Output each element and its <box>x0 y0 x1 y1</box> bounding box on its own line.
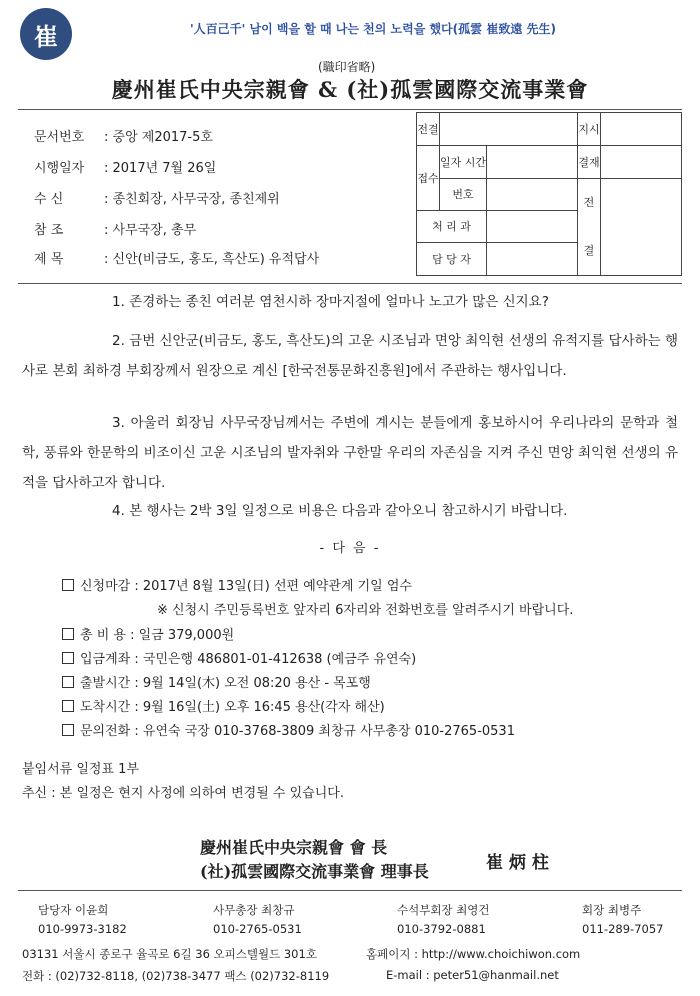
approval-cell-jeon-gyeol <box>578 179 601 276</box>
item-inquiry: 문의전화 : 유연숙 국장 010-3768-3809 최창규 사무총장 010-2765-0531 <box>62 720 515 739</box>
approval-cell-person-in-charge: 담 당 자 <box>417 243 487 276</box>
approval-cell-date-time: 일자 시간 <box>440 146 487 179</box>
approval-cell-jeopsu: 접수 <box>417 146 440 211</box>
meta-recipient: 수 신 : 종친회장, 사무국장, 종친제위 <box>34 192 280 207</box>
signer-name: 崔 炳 柱 <box>486 853 549 873</box>
contact-phone: 010-9973-3182 <box>38 922 127 936</box>
contact-role: 담당자 이윤희 <box>38 903 109 917</box>
checkbox-icon <box>62 676 74 688</box>
approval-cell-blank <box>601 146 682 179</box>
signature-block <box>200 836 429 884</box>
approval-cell-blank <box>487 146 578 179</box>
meta-document-number: 문서번호 : 중앙 제2017-5호 <box>34 130 213 145</box>
motto-text: '人百己千' 남이 백을 할 때 나는 천의 노력을 했다(孤雲 崔致遠 先生) <box>190 22 556 36</box>
footer-homepage[interactable]: 홈페이지 : http://www.choichiwon.com <box>366 947 581 961</box>
paragraph-1-text: 1. 존경하는 종친 여러분 염천시하 장마지절에 얼마나 노고가 많은 신지요? <box>112 294 549 310</box>
paragraph-3: 3. 아울러 회장님 사무국장님께서는 주변에 계시는 분들에게 홍보하시어 우리나라의 문학과 철학, 풍류와 한문학의 비조이신 고운 시조님의 발자취와 구한말 우리의 자존심을 지켜 주신 면앙 최익현 선생의 유적을 답사하고자 합니다. <box>22 415 678 491</box>
postscript-note: 추신 : 본 일정은 현지 사정에 의하여 변경될 수 있습니다. <box>22 786 344 801</box>
meta-reference: 참 조 : 사무국장, 총무 <box>34 223 197 238</box>
approval-cell-blank <box>487 210 578 243</box>
signature-line-1: 慶州崔氏中央宗親會 會 長 <box>200 838 388 857</box>
enumeration-heading: - 다 음 - <box>319 541 381 556</box>
contact-role: 회장 최병주 <box>582 903 642 917</box>
contact-president <box>582 902 663 936</box>
contact-staff <box>38 902 127 936</box>
footer-email[interactable]: E-mail : peter51@hanmail.net <box>386 968 559 982</box>
approval-cell-jeongyeol: 전결 <box>417 113 440 146</box>
item-departure: 출발시간 : 9월 14일(木) 오전 08:20 용산 - 목포행 <box>62 672 371 691</box>
footer-tel-fax: 전화 : (02)732-8118, (02)738-3477 팩스 (02)732-8119 <box>22 969 330 983</box>
approval-cell-blank <box>487 179 578 211</box>
paragraph-1 <box>22 287 678 317</box>
approval-cell-processing-dept: 처 리 과 <box>417 210 487 243</box>
approval-cell-jisi: 지시 <box>578 113 601 146</box>
divider <box>18 109 682 110</box>
approval-cell-gyeoljae: 결재 <box>578 146 601 179</box>
paragraph-4-text: 4. 본 행사는 2박 3일 일정으로 비용은 다음과 같아오니 참고하시기 바랍니다. <box>112 503 568 519</box>
checkbox-icon <box>62 579 74 591</box>
divider <box>18 890 682 891</box>
signature-line-2: (社)孤雲國際交流事業會 理事長 <box>200 862 429 881</box>
footer-address: 03131 서울시 종로구 율곡로 6길 36 오피스텔월드 301호 <box>22 947 317 961</box>
item-arrival: 도착시간 : 9월 16일(土) 오후 16:45 용산(각자 해산) <box>62 696 385 715</box>
seal-text: 崔 <box>34 21 58 51</box>
stamp-omitted-note: (職印省略) <box>318 60 376 74</box>
meta-issue-date: 시행일자 : 2017년 7월 26일 <box>34 161 217 176</box>
item-account: 입금계좌 : 국민은행 486801-01-412638 (예금주 유연숙) <box>62 648 416 667</box>
society-seal-logo <box>20 8 72 60</box>
attachments-note: 붙임서류 일정표 1부 <box>22 762 139 777</box>
item-deadline: 신청마감 : 2017년 8월 13일(日) 선편 예약관계 기일 엄수 <box>62 575 412 594</box>
item-note: ※ 신청시 주민등록번호 앞자리 6자리와 전화번호를 알려주시기 바랍니다. <box>157 603 574 618</box>
checkbox-icon <box>62 700 74 712</box>
checkbox-icon <box>62 724 74 736</box>
contact-senior-vice-president <box>397 902 490 936</box>
contact-phone: 010-2765-0531 <box>213 922 302 936</box>
paragraph-4 <box>22 496 678 526</box>
approval-gyeol: 결 <box>583 244 595 257</box>
checkbox-icon <box>62 628 74 640</box>
contact-role: 사무총장 최창규 <box>213 903 295 917</box>
approval-cell-number: 번호 <box>440 179 487 211</box>
approval-cell-blank <box>601 179 682 276</box>
approval-jeon: 전 <box>583 196 595 209</box>
contact-secretary-general <box>213 902 302 936</box>
paragraph-2: 2. 금번 신안군(비금도, 홍도, 흑산도)의 고운 시조님과 면앙 최익현 선생의 유적지를 답사하는 행사로 본회 최하경 부회장께서 원장으로 계신 [한국전통문화진흥원]에서 주관하는 행사입니다. <box>22 333 679 379</box>
contact-role: 수석부회장 최영건 <box>397 903 490 917</box>
contact-phone: 011-289-7057 <box>582 922 664 936</box>
organization-title: 慶州崔氏中央宗親會 & (社)孤雲國際交流事業會 <box>111 77 589 102</box>
divider <box>18 283 682 284</box>
item-cost: 총 비 용 : 일금 379,000원 <box>62 624 234 643</box>
checkbox-icon <box>62 652 74 664</box>
contact-phone: 010-3792-0881 <box>397 922 486 936</box>
approval-cell-blank <box>487 243 578 276</box>
approval-table <box>416 112 682 276</box>
approval-cell-blank <box>601 113 682 146</box>
meta-subject: 제 목 : 신안(비금도, 홍도, 흑산도) 유적답사 <box>34 252 320 267</box>
approval-cell-blank <box>440 113 578 146</box>
